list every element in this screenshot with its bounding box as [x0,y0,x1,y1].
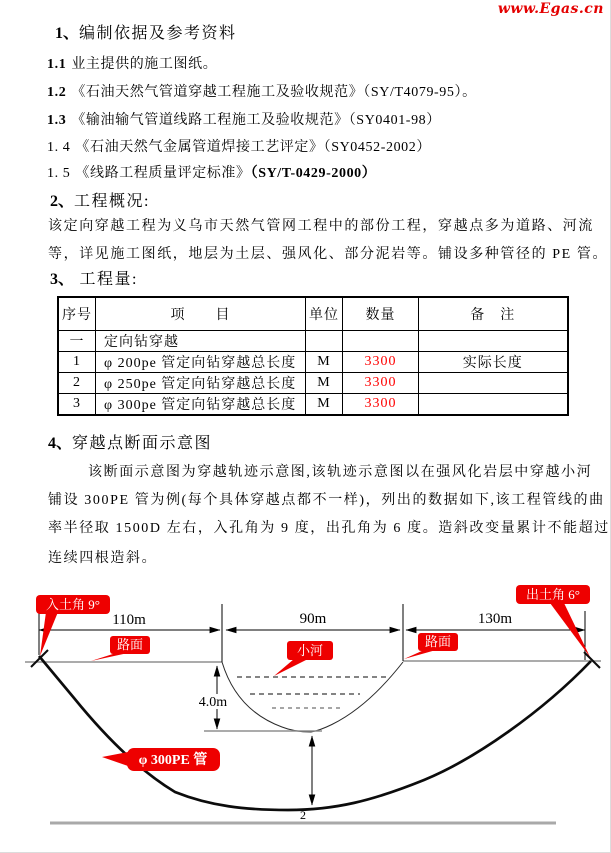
dimension-label-130m: 130m [477,611,513,627]
callout-tail [102,752,128,766]
cell-unit: M [306,393,343,415]
header-unit: 单位 [306,297,343,330]
cell-note: 实际长度 [419,351,568,372]
exit-angle-label: 出土角 6° [526,587,580,602]
reference-item-1: 1.1 业主提供的施工图纸。 [47,57,218,72]
road-left-label: 路面 [116,637,144,652]
section4-line-4: 连续四根造斜。 [48,551,158,566]
callout-tail [91,653,128,661]
exit-angle-callout [516,585,590,657]
cell-item: φ 300pe 管定向钻穿越总长度 [96,393,306,415]
cell-item: 定向钻穿越 [96,330,306,351]
road-surface-right-callout [404,633,458,659]
section1-number: 1、 [55,25,80,42]
crossing-section-diagram [0,575,611,853]
river-label: 小河 [296,643,324,658]
header-note: 备 注 [419,297,568,330]
reference-item-5: 1. 5 《线路工程质量评定标准》（SY/T-0429-2000） [47,166,377,181]
pipe-callout [102,748,220,771]
reference-item-2: 1.2 《石油天然气管道穿越工程施工及验收规范》（SY/T4079-95）。 [47,85,477,100]
table-row [58,330,568,351]
cell-serial: 2 [58,372,96,393]
table-row [58,351,568,372]
cell-qty: 3300 [343,393,419,415]
cell-serial: 一 [58,330,96,351]
callout-tail [404,650,436,659]
dimension-label-90m: 90m [299,611,327,627]
cell-item: φ 200pe 管定向钻穿越总长度 [96,351,306,372]
page-number: 2 [300,808,306,822]
section2-line-1: 该定向穿越工程为义乌市天然气管网工程中的部份工程，穿越点多为道路、河流 [48,219,594,234]
cell-note [419,372,568,393]
cell-unit: M [306,372,343,393]
table-row [58,393,568,415]
section1-title: 编制依据及参考资料 [79,25,237,42]
header-qty: 数量 [343,297,419,330]
pipe-label: φ 300PE 管 [138,753,208,768]
entry-angle-label: 入土角 9° [46,597,100,612]
cell-qty [343,330,419,351]
section3-heading: 3、 工程量: [50,271,138,288]
table-header-row [58,297,568,330]
header-serial: 序号 [58,297,96,330]
river-callout [274,641,333,676]
cell-item: φ 250pe 管定向钻穿越总长度 [96,372,306,393]
header-item: 项 目 [96,297,306,330]
cell-serial: 3 [58,393,96,415]
cell-note [419,393,568,415]
cell-note [419,330,568,351]
road-surface-left-callout [91,636,150,661]
entry-angle-callout [36,595,110,656]
road-right-label: 路面 [424,634,452,649]
cell-unit: M [306,351,343,372]
reference-item-3: 1.3 《输油输气管道线路工程施工及验收规范》（SY0401-98） [47,113,441,128]
section4-line-3: 率半径取 1500D 左右，入孔角为 9 度，出孔角为 6 度。造斜改变量累计不能超过 [48,521,610,536]
cell-qty: 3300 [343,351,419,372]
watermark: www.Egas.cn [497,1,604,17]
cell-unit [306,330,343,351]
section1-heading [55,20,237,43]
cell-qty: 3300 [343,372,419,393]
table-row [58,372,568,393]
reference-item-4: 1. 4 《石油天然气金属管道焊接工艺评定》（SY0452-2002） [47,140,431,155]
quantity-table [57,296,569,416]
section2-line-2: 等，详见施工图纸，地层为土层、强风化、部分泥岩等。铺设多种管径的 PE 管。 [48,247,609,262]
callout-tail [40,612,58,656]
section4-line-2: 铺设 300PE 管为例(每个具体穿越点都不一样)，列出的数据如下,该工程管线的曲 [48,493,605,508]
section4-line-1: 该断面示意图为穿越轨迹示意图,该轨迹示意图以在强风化岩层中穿越小河 [88,465,593,480]
dimension-label-4m: 4.0m [198,695,228,710]
pipe-trajectory [39,656,591,810]
section2-heading: 2、工程概况: [50,193,150,210]
river-profile [222,662,403,732]
callout-tail [274,659,308,676]
dimension-label-110m: 110m [112,612,146,628]
section4-heading: 4、穿越点断面示意图 [48,435,213,452]
cell-serial: 1 [58,351,96,372]
